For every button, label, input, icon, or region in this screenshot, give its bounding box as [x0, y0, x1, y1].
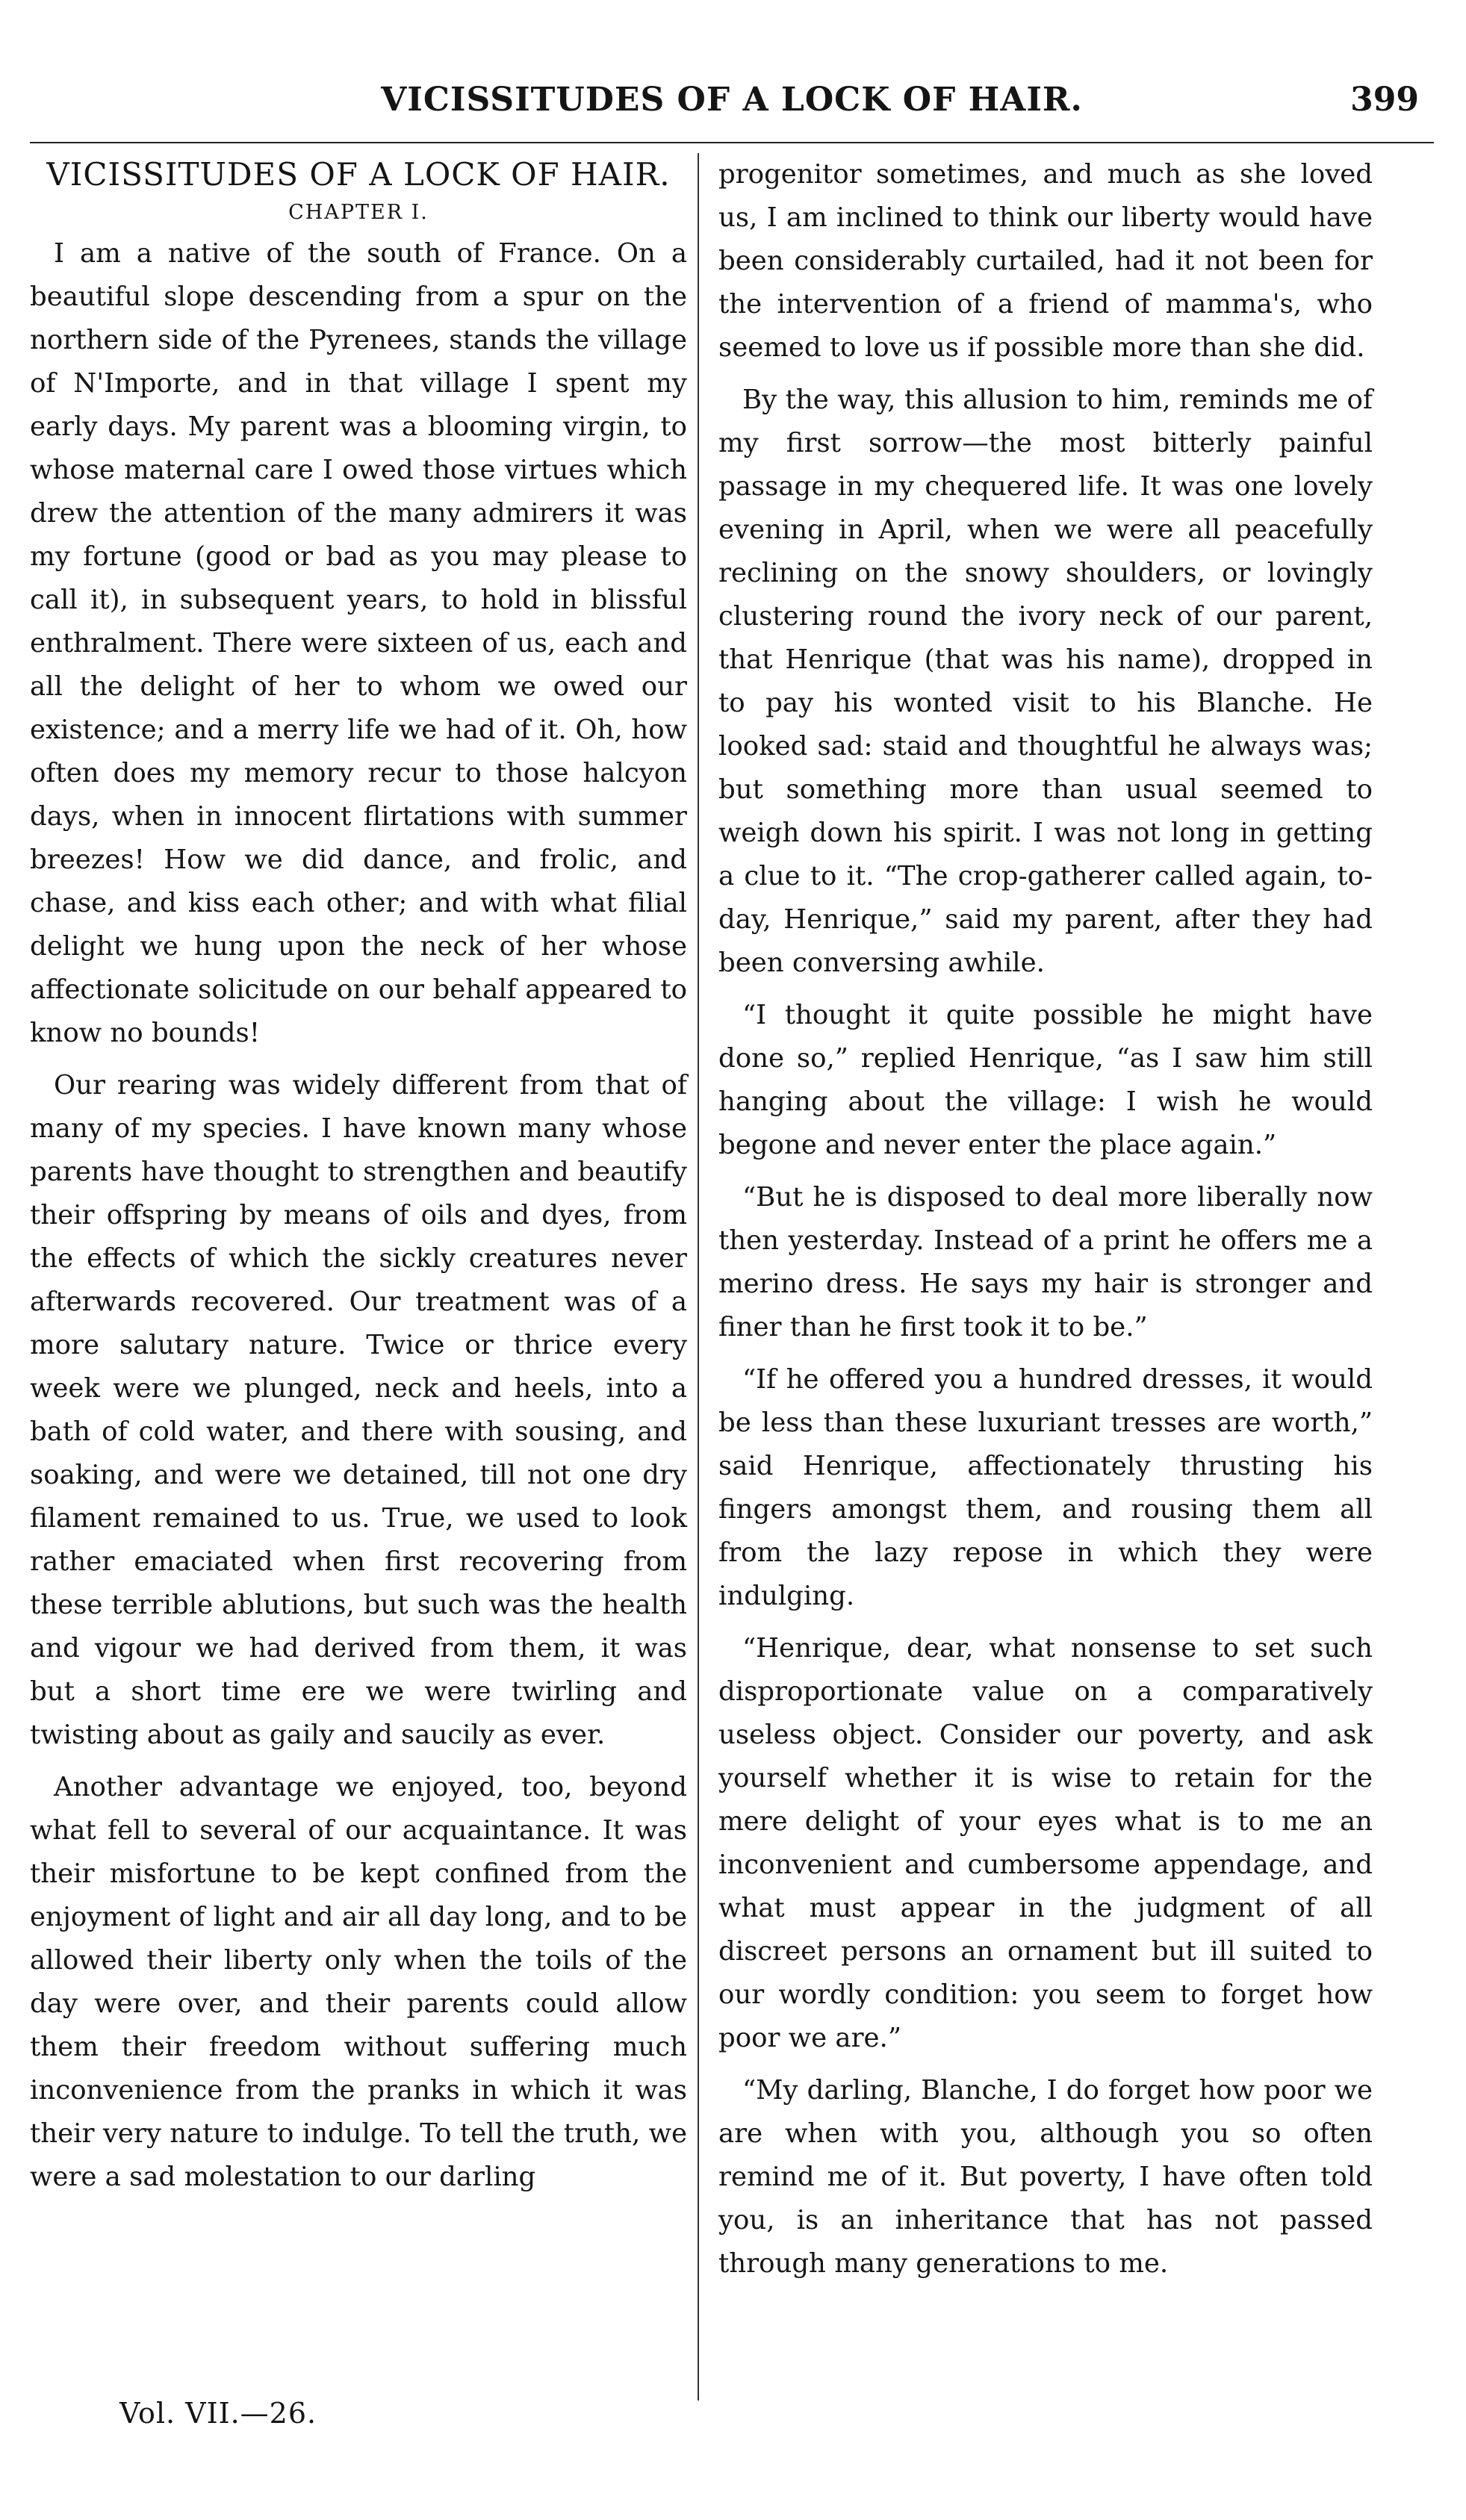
page-number: 399	[1350, 81, 1419, 119]
paragraph: By the way, this allusion to him, reminds me of my first sorrow—the most bitterly painful passage in my chequered life. It was one lovely evening in April, when we were all peacefully reclining on the snowy shoulders, or lovingly clustering round the ivory neck of our parent, that Henrique (that was his name), dropped in to pay his wonted visit to his Blanche. He looked sad: staid and thoughtful he always was; but something more than usual seemed to weigh down his spirit. I was not long in getting a clue to it. “The crop-gatherer called again, to-day, Henrique,” said my parent, after they had been conversing awhile.	[718, 385, 1373, 978]
paragraph: progenitor sometimes, and much as she loved us, I am inclined to think our liberty would have been considerably curtailed, had it not been for the intervention of a friend of mamma's, who seemed to love us if possible more than she did.	[718, 159, 1373, 363]
column-divider	[698, 153, 699, 2401]
left-column	[30, 153, 687, 2208]
signature-mark: Vol. VII.—26.	[119, 2397, 317, 2430]
article-title: VICISSITUDES OF A LOCK OF HAIR.	[46, 156, 671, 193]
running-title: VICISSITUDES OF A LOCK OF HAIR.	[381, 81, 1083, 119]
paragraph: Our rearing was widely different from that of many of my species. I have known many whose parents have thought to strengthen and beautify their offspring by means of oils and dyes, from the effects of which the sickly creatures never afterwards recovered. Our treatment was of a more salutary nature. Twice or thrice every week were we plunged, neck and heels, into a bath of cold water, and there with sousing, and soaking, and were we detained, till not one dry filament remained to us. True, we used to look rather emaciated when first recovering from these terrible ablutions, but such was the health and vigour we had derived from them, it was but a short time ere we were twirling and twisting about as gaily and saucily as ever.	[30, 1070, 687, 1750]
header-rule	[30, 142, 1434, 143]
paragraph: “Henrique, dear, what nonsense to set such disproportionate value on a comparatively useless object. Consider our poverty, and ask yourself whether it is wise to retain for the mere delight of your eyes what is to me an inconvenient and cumbersome appendage, and what must appear in the judgment of all discreet persons an ornament but ill suited to our wordly condition: you seem to forget how poor we are.”	[718, 1633, 1373, 2053]
paragraph: “I thought it quite possible he might have done so,” replied Henrique, “as I saw him still hanging about the village: I wish he would begone and never enter the place again.”	[718, 1000, 1373, 1160]
paragraph: “If he offered you a hundred dresses, it would be less than these luxuriant tresses are worth,” said Henrique, affectionately thrusting his fingers amongst them, and rousing them all from the lazy repose in which they were indulging.	[718, 1364, 1373, 1611]
running-head	[30, 81, 1434, 125]
paragraph: I am a native of the south of France. On a beautiful slope descending from a spur on the northern side of the Pyrenees, stands the village of N'Importe, and in that village I spent my early days. My parent was a blooming virgin, to whose maternal care I owed those virtues which drew the attention of the many admirers it was my fortune (good or bad as you may please to call it), in subsequent years, to hold in blissful enthralment. There were sixteen of us, each and all the delight of her to whom we owed our existence; and a merry life we had of it. Oh, how often does my memory recur to those halcyon days, when in innocent flirtations with summer breezes! How we did dance, and frolic, and chase, and kiss each other; and with what filial delight we hung upon the neck of her whose affectionate solicitude on our behalf appeared to know no bounds!	[30, 238, 687, 1048]
right-column	[718, 153, 1373, 2295]
chapter-heading: CHAPTER I.	[288, 201, 429, 224]
paragraph: “My darling, Blanche, I do forget how poor we are when with you, although you so often remind me of it. But poverty, I have often told you, is an inheritance that has not passed through many generations to me.	[718, 2075, 1373, 2279]
paragraph: “But he is disposed to deal more liberally now then yesterday. Instead of a print he offers me a merino dress. He says my hair is stronger and finer than he first took it to be.”	[718, 1182, 1373, 1343]
paragraph: Another advantage we enjoyed, too, beyond what fell to several of our acquaintance. It was their misfortune to be kept confined from the enjoyment of light and air all day long, and to be allowed their liberty only when the toils of the day were over, and their parents could allow them their freedom without suffering much inconvenience from the pranks in which it was their very nature to indulge. To tell the truth, we were a sad molestation to our darling	[30, 1772, 687, 2192]
